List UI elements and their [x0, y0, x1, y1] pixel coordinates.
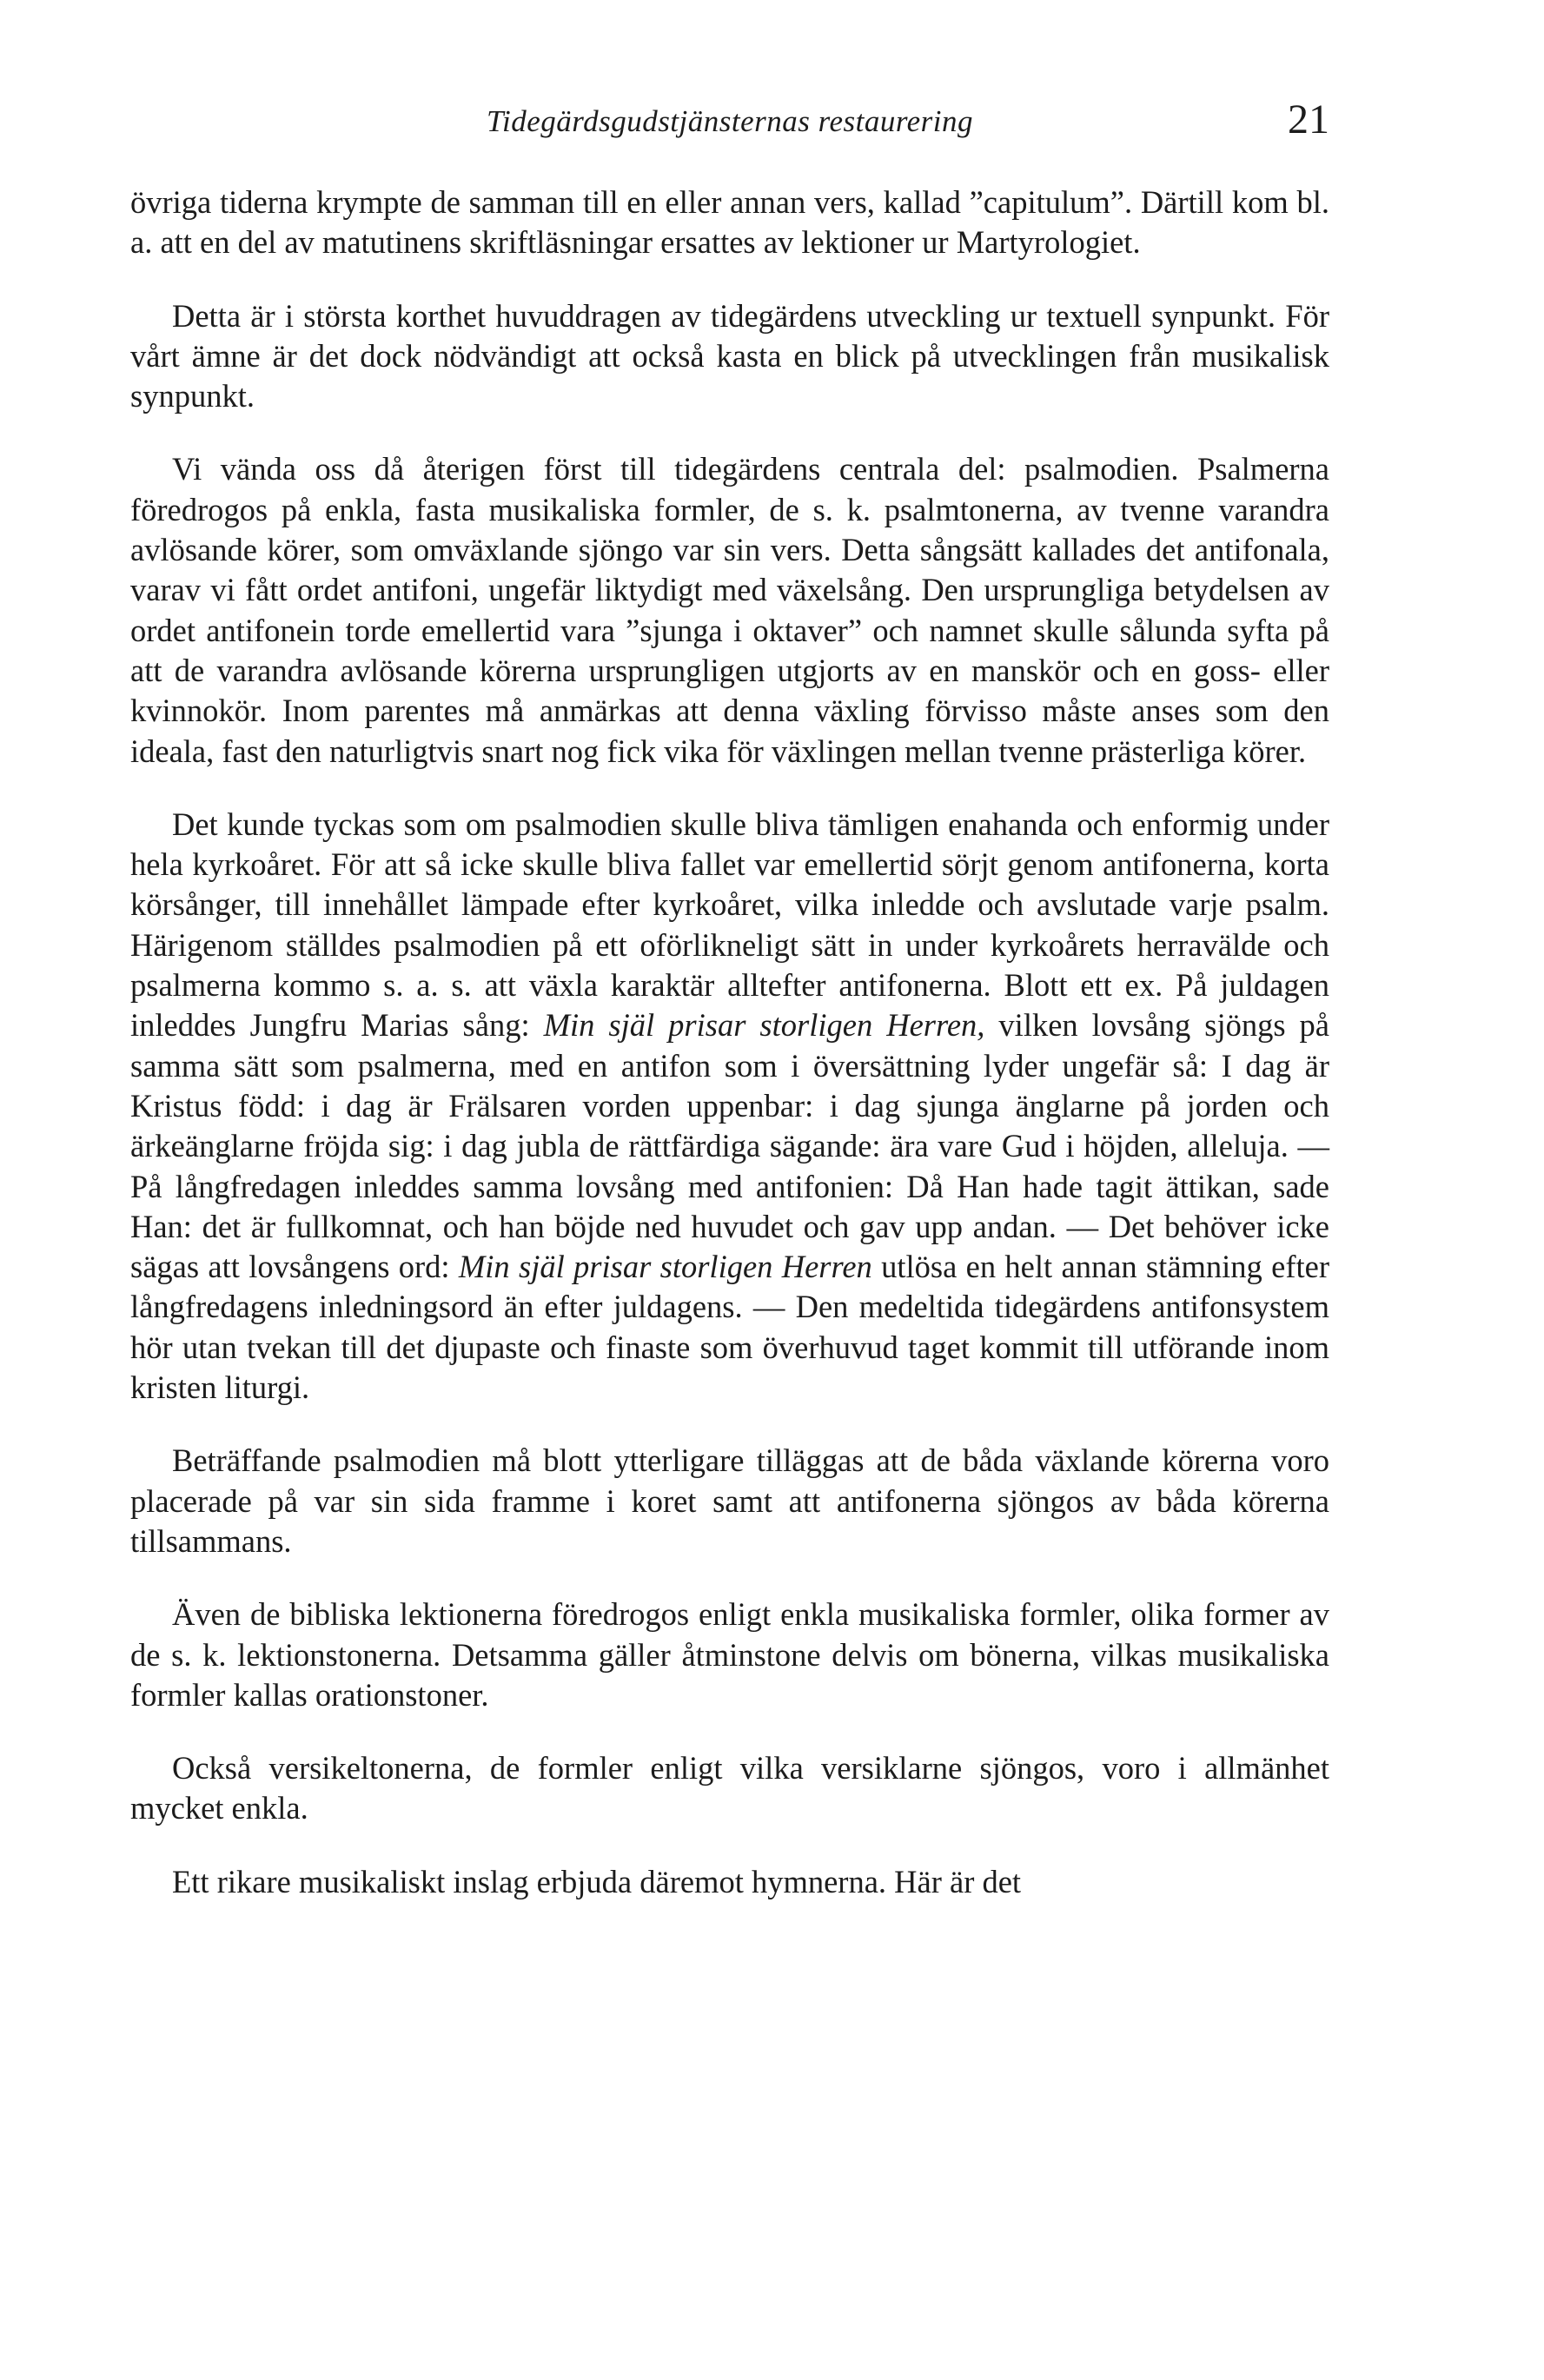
paragraph-3: Vi vända oss då återigen först till tidegärdens centrala del: psalmodien. Psalmerna föredrogos på enkla, fasta musikaliska formler, de s. k. psalmtonerna, av tvenne varandra avlösande körer, som omväxlande sjöngo var sin vers. Detta sångsätt kallades det antifonala, varav vi fått ordet antifoni, ungefär liktydigt med växelsång. Den ursprungliga betydelsen av ordet antifonein torde emellertid vara ”sjunga i oktaver” och namnet skulle sålunda syfta på att de varandra avlösande körerna ursprungligen utgjorts av en manskör och en goss- eller kvinnokör. Inom parentes må anmärkas att denna växling förvisso måste anses som den ideala, fast den naturligtvis snart nog fick vika för växlingen mellan tvenne prästerliga körer. [130, 451, 1329, 769]
paragraph-1: övriga tiderna krympte de samman till en eller annan vers, kallad ”capitulum”. Därtill kom bl. a. att en del av matutinens skriftläsningar ersattes av lektioner ur Martyrologiet. [130, 184, 1329, 261]
paragraph-2: Detta är i största korthet huvuddragen av tidegärdens utveckling ur textuell synpunkt. För vårt ämne är det dock nödvändigt att också kasta en blick på utvecklingen från musikalisk synpunkt. [130, 297, 1329, 414]
paragraph-4 [130, 805, 1329, 1408]
paragraph-5: Beträffande psalmodien må blott ytterligare tilläggas att de båda växlande körerna voro placerade på var sin sida framme i koret samt att antifonerna sjöngos av båda körerna tillsammans. [130, 1442, 1329, 1559]
paragraph-7: Också versikeltonerna, de formler enligt vilka versiklarne sjöngos, voro i allmänhet mycket enkla. [130, 1750, 1329, 1826]
book-page [130, 87, 1329, 1902]
paragraph-4-text-2: vilken lovsång sjöngs på samma sätt som psalmerna, med en antifon som i översättning lyder ungefär så: I dag är Kristus född: i dag är Frälsaren vorden uppenbar: i dag sjunga änglarne på jorden och ärkeänglarne fröjda sig: i dag jubla de rättfärdiga sägande: ära vare Gud i höjden, alleluja. — På långfredagen inleddes samma lovsång med antifonien: Då Han hade tagit ättikan, sade Han: det är fullkomnat, och han böjde ned huvudet och gav upp andan. — Det behöver icke sägas att lovsångens ord: [130, 1007, 1329, 1285]
page-number: 21 [1288, 96, 1329, 143]
paragraph-4-italic-quote-1: Min själ prisar storligen Herren, [543, 1007, 985, 1044]
running-head [130, 87, 1329, 156]
body-text [130, 182, 1329, 1902]
running-title: Tidegärdsgudstjänsternas restaurering [486, 104, 974, 138]
paragraph-8: Ett rikare musikaliskt inslag erbjuda däremot hymnerna. Här är det [172, 1863, 1022, 1899]
paragraph-6: Även de bibliska lektionerna föredrogos enligt enkla musikaliska formler, olika former av de s. k. lektionstonerna. Detsamma gäller åtminstone delvis om bönerna, vilkas musikaliska formler kallas orationstoner. [130, 1596, 1329, 1713]
paragraph-4-text-1: Det kunde tyckas som om psalmodien skulle bliva tämligen enahanda och enformig under hela kyrkoåret. För att så icke skulle bliva fallet var emellertid sörjt genom antifonerna, korta körsånger, till innehållet lämpade efter kyrkoåret, vilka inledde och avslutade varje psalm. Härigenom ställdes psalmodien på ett oförlikneligt sätt in under kyrkoårets herravälde och psalmerna kommo s. a. s. att växla karaktär alltefter antifonerna. Blott ett ex. På juldagen inleddes Jungfru Marias sång: [130, 805, 1329, 1044]
paragraph-4-text-3: utlösa en helt annan stämning efter långfredagens inledningsord än efter juldagens. — Den medeltida tidegärdens antifonsystem hör utan tvekan till det djupaste och finaste som överhuvud taget kommit till utförande inom kristen liturgi. [130, 1249, 1329, 1406]
paragraph-4-italic-quote-2: Min själ prisar storligen Herren [458, 1249, 872, 1285]
